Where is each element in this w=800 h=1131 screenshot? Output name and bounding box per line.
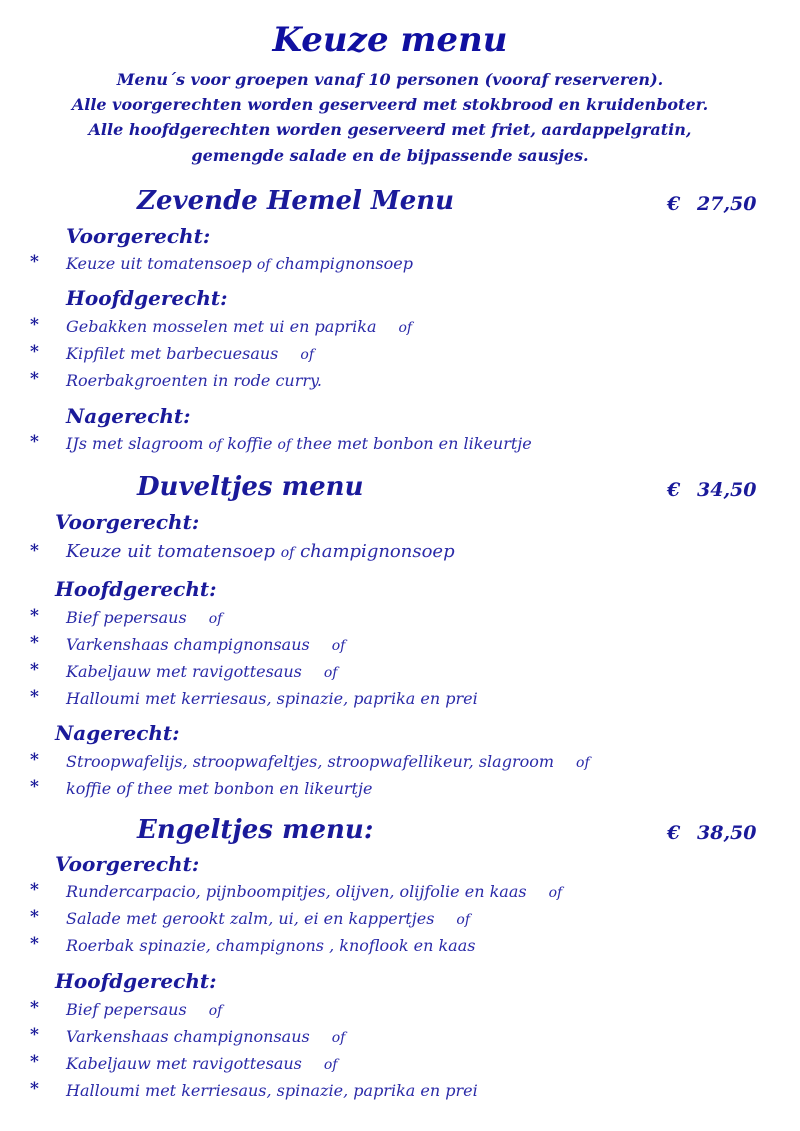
bullet-icon: *: [30, 606, 39, 626]
menu-item: Rundercarpacio, pijnboompitjes, olijven, olijfolie en kaas of: [66, 882, 563, 901]
menu-item: koffie of thee met bonbon en likeurtje: [66, 779, 373, 798]
menu-item: Keuze uit tomatensoep of champignonsoep: [66, 254, 413, 273]
bullet-icon: *: [30, 998, 39, 1018]
bullet-icon: *: [30, 1079, 39, 1099]
menu-item: IJs met slagroom of koffie of thee met bonbon en likeurtje: [66, 434, 532, 453]
course-heading: Hoofdgerecht:: [55, 969, 217, 993]
bullet-icon: *: [30, 934, 39, 954]
menu-item: Halloumi met kerriesaus, spinazie, paprika en prei: [66, 1081, 478, 1100]
course-heading: Voorgerecht:: [55, 852, 200, 876]
currency-symbol: €: [667, 822, 681, 844]
menu-title: Engeltjes menu:: [137, 815, 374, 845]
menu-price: 27,50: [697, 193, 757, 215]
course-heading: Nagerecht:: [55, 721, 180, 745]
menu-item: Salade met gerookt zalm, ui, ei en kappertjes of: [66, 909, 471, 928]
bullet-icon: *: [30, 541, 39, 561]
menu-item: Roerbakgroenten in rode curry.: [66, 371, 323, 390]
course-heading: Voorgerecht:: [55, 510, 200, 534]
menu-price: 38,50: [697, 822, 757, 844]
menu-item: Kabeljauw met ravigottesaus of: [66, 1054, 338, 1073]
bullet-icon: *: [30, 252, 39, 272]
intro-line: Menu´s voor groepen vanaf 10 personen (vooraf reserveren).: [116, 70, 664, 89]
course-heading: Voorgerecht:: [66, 224, 211, 248]
menu-item: Keuze uit tomatensoep of champignonsoep: [66, 541, 455, 562]
menu-item: Kipfilet met barbecuesaus of: [66, 344, 315, 363]
bullet-icon: *: [30, 777, 39, 797]
bullet-icon: *: [30, 907, 39, 927]
bullet-icon: *: [30, 880, 39, 900]
bullet-icon: *: [30, 687, 39, 707]
course-heading: Hoofdgerecht:: [55, 577, 217, 601]
bullet-icon: *: [30, 633, 39, 653]
menu-item: Varkenshaas champignonsaus of: [66, 635, 346, 654]
bullet-icon: *: [30, 315, 39, 335]
course-heading: Nagerecht:: [66, 404, 191, 428]
bullet-icon: *: [30, 750, 39, 770]
intro-line: Alle hoofdgerechten worden geserveerd met friet, aardappelgratin,: [88, 120, 692, 139]
bullet-icon: *: [30, 432, 39, 452]
currency-symbol: €: [667, 193, 681, 215]
currency-symbol: €: [667, 479, 681, 501]
menu-item: Varkenshaas champignonsaus of: [66, 1027, 346, 1046]
bullet-icon: *: [30, 342, 39, 362]
course-heading: Hoofdgerecht:: [66, 286, 228, 310]
menu-item: Halloumi met kerriesaus, spinazie, paprika en prei: [66, 689, 478, 708]
menu-item: Stroopwafelijs, stroopwafeltjes, stroopwafellikeur, slagroom of: [66, 752, 590, 771]
menu-title: Duveltjes menu: [137, 472, 364, 502]
menu-price: 34,50: [697, 479, 757, 501]
bullet-icon: *: [30, 369, 39, 389]
bullet-icon: *: [30, 1025, 39, 1045]
menu-title: Zevende Hemel Menu: [137, 186, 455, 216]
intro-line: gemengde salade en de bijpassende sausjes.: [191, 146, 589, 165]
intro-line: Alle voorgerechten worden geserveerd met stokbrood en kruidenboter.: [71, 95, 709, 114]
menu-item: Kabeljauw met ravigottesaus of: [66, 662, 338, 681]
bullet-icon: *: [30, 660, 39, 680]
menu-item: Roerbak spinazie, champignons , knoflook en kaas: [66, 936, 476, 955]
menu-item: Bief pepersaus of: [66, 1000, 223, 1019]
page-title: Keuze menu: [272, 20, 508, 60]
menu-item: Gebakken mosselen met ui en paprika of: [66, 317, 413, 336]
menu-item: Bief pepersaus of: [66, 608, 223, 627]
bullet-icon: *: [30, 1052, 39, 1072]
